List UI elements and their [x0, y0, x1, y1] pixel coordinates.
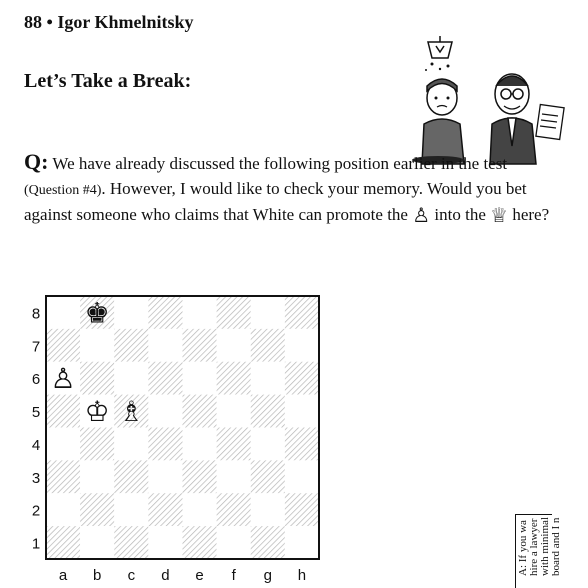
- cartoon-businessman-bucket-icon: [410, 36, 570, 164]
- file-label: e: [195, 567, 204, 584]
- file-label: d: [161, 567, 170, 584]
- square-h5: [285, 395, 319, 428]
- square-f4: [217, 428, 251, 461]
- answer-line: hire a lawyer: [528, 518, 540, 576]
- rank-label: 2: [31, 502, 41, 520]
- square-e5: [183, 395, 217, 428]
- square-h4: [285, 428, 319, 461]
- square-e2: [183, 493, 217, 526]
- square-f8: [217, 296, 251, 329]
- square-d4: [148, 428, 182, 461]
- chess-diagram: [0, 290, 340, 587]
- question-reference: (Question #4): [24, 182, 102, 198]
- section-title: Let’s Take a Break:: [24, 70, 192, 92]
- rank-label: 6: [31, 371, 41, 389]
- question-text-3: into the: [430, 205, 491, 224]
- square-f3: [217, 460, 251, 493]
- answer-text: [518, 517, 588, 576]
- question-text-1: We have already discussed the following position earlier in the test: [48, 154, 508, 173]
- square-h1: [285, 526, 319, 559]
- rank-label: 4: [31, 436, 41, 454]
- rank-label: 7: [31, 338, 41, 356]
- square-g3: [251, 460, 285, 493]
- author-name: Igor Khmelnitsky: [57, 12, 194, 32]
- square-c2: [114, 493, 148, 526]
- square-f5: [217, 395, 251, 428]
- rank-label: 5: [31, 404, 41, 422]
- square-a4: [46, 428, 80, 461]
- square-d2: [148, 493, 182, 526]
- square-b2: [80, 493, 114, 526]
- black-king-icon: ♚: [84, 296, 110, 330]
- square-c4: [114, 428, 148, 461]
- square-g5: [251, 395, 285, 428]
- answer-line: A: If you wa: [517, 520, 529, 576]
- file-label: a: [58, 567, 68, 584]
- square-b4: [80, 428, 114, 461]
- square-b1: [80, 526, 114, 559]
- rank-labels: [32, 305, 40, 552]
- square-a5: [46, 395, 80, 428]
- square-d3: [148, 460, 182, 493]
- square-d8: [148, 296, 182, 329]
- square-g1: [251, 526, 285, 559]
- file-label: b: [93, 567, 102, 584]
- white-pawn-icon: ♙: [412, 205, 431, 227]
- square-f6: [217, 362, 251, 395]
- rank-label: 1: [31, 535, 41, 553]
- square-c1: [114, 526, 148, 559]
- square-e1: [183, 526, 217, 559]
- page-number: 88: [24, 12, 42, 32]
- square-c8: [114, 296, 148, 329]
- square-d1: [148, 526, 182, 559]
- square-a1: [46, 526, 80, 559]
- square-b3: [80, 460, 114, 493]
- square-e8: [183, 296, 217, 329]
- square-e3: [183, 460, 217, 493]
- white-bishop-icon: ♗: [118, 395, 144, 429]
- square-c3: [114, 460, 148, 493]
- answer-line: board and I n: [550, 517, 562, 576]
- square-g4: [251, 428, 285, 461]
- square-h2: [285, 493, 319, 526]
- file-labels: [59, 567, 306, 584]
- square-g7: [251, 329, 285, 362]
- square-f7: [217, 329, 251, 362]
- square-a7: [46, 329, 80, 362]
- square-h7: [285, 329, 319, 362]
- white-queen-icon: ♕: [490, 205, 509, 227]
- file-label: f: [231, 567, 236, 584]
- rank-label: 3: [31, 469, 41, 487]
- file-label: c: [127, 567, 136, 584]
- square-e4: [183, 428, 217, 461]
- square-g2: [251, 493, 285, 526]
- white-king-icon: ♔: [84, 395, 110, 429]
- square-d7: [148, 329, 182, 362]
- square-g8: [251, 296, 285, 329]
- square-e6: [183, 362, 217, 395]
- answer-box: [515, 514, 562, 588]
- header-bullet: •: [46, 12, 53, 32]
- square-h3: [285, 460, 319, 493]
- question-label: Q:: [24, 149, 49, 174]
- square-a2: [46, 493, 80, 526]
- file-label: g: [263, 567, 272, 584]
- question-paragraph: [24, 150, 564, 228]
- square-h8: [285, 296, 319, 329]
- square-f1: [217, 526, 251, 559]
- square-a3: [46, 460, 80, 493]
- square-d6: [148, 362, 182, 395]
- square-f2: [217, 493, 251, 526]
- rank-label: 8: [31, 305, 41, 323]
- square-c6: [114, 362, 148, 395]
- page-header: [24, 12, 194, 33]
- square-d5: [148, 395, 182, 428]
- square-e7: [183, 329, 217, 362]
- square-c7: [114, 329, 148, 362]
- square-b6: [80, 362, 114, 395]
- answer-line: with minimal: [539, 517, 551, 576]
- question-text-2: . However, I would like to check your memory. Would you bet against someone who claims that White can promote the: [24, 178, 527, 224]
- square-a8: [46, 296, 80, 329]
- square-g6: [251, 362, 285, 395]
- white-pawn-icon: ♙: [50, 362, 76, 396]
- question-text-4: here?: [508, 205, 550, 224]
- file-label: h: [297, 567, 307, 584]
- square-h6: [285, 362, 319, 395]
- square-b7: [80, 329, 114, 362]
